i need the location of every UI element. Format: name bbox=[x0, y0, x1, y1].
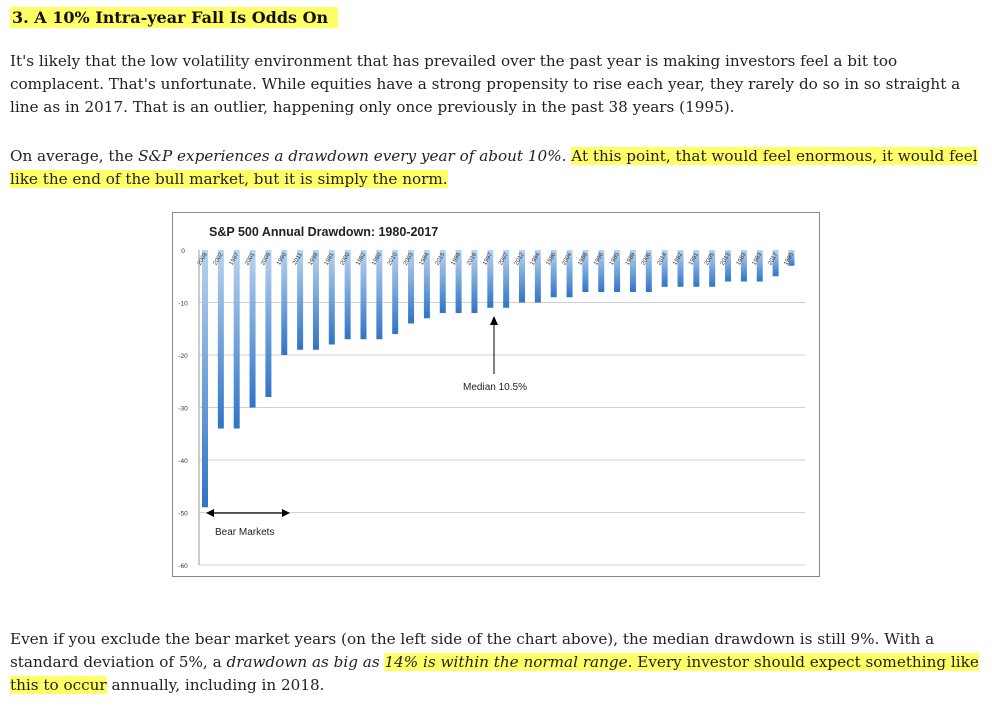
bear-arrow-right-head bbox=[282, 509, 290, 517]
y-tick-label: -50 bbox=[178, 510, 188, 518]
p2-text: On average, the bbox=[10, 147, 139, 165]
x-tick-label: 2002 bbox=[212, 252, 225, 267]
x-tick-label: 2013 bbox=[719, 252, 732, 267]
x-tick-label: 2004 bbox=[561, 252, 574, 267]
x-tick-label: 1987 bbox=[228, 252, 241, 267]
x-tick-label: 1990 bbox=[276, 252, 288, 267]
drawdown-chart bbox=[172, 212, 820, 577]
bear-markets-label: Bear Markets bbox=[215, 527, 275, 538]
bar-2009 bbox=[265, 250, 271, 397]
p2-highlight: At this point, that would feel enormous, it would feel like the end of the bull market, but it is simply the norm. bbox=[10, 147, 978, 188]
x-tick-label: 2015 bbox=[434, 252, 447, 267]
x-tick-label: 2007 bbox=[498, 252, 510, 267]
drawdown-chart-svg bbox=[173, 213, 819, 576]
bear-arrow-left-head bbox=[206, 509, 214, 517]
x-tick-label: 1988 bbox=[577, 252, 590, 267]
bar-1987 bbox=[234, 250, 240, 429]
section-heading: 3. A 10% Intra-year Fall Is Odds On bbox=[10, 7, 338, 28]
x-tick-label: 1980 bbox=[371, 252, 384, 267]
median-arrow-head bbox=[490, 316, 498, 325]
chart-title: S&P 500 Annual Drawdown: 1980-2017 bbox=[209, 225, 439, 239]
x-tick-label: 2016 bbox=[466, 252, 479, 267]
x-tick-label: 1983 bbox=[735, 252, 748, 267]
paragraph-3 bbox=[10, 628, 985, 697]
bar-2002 bbox=[218, 250, 224, 429]
x-tick-label: 2008 bbox=[196, 252, 209, 267]
p3-highlight-text: Every investor should expect something like this to occur bbox=[10, 653, 979, 694]
y-tick-label: -30 bbox=[178, 405, 188, 413]
median-label: Median 10.5% bbox=[463, 382, 527, 393]
x-tick-label: 2000 bbox=[339, 252, 352, 267]
x-tick-label: 2009 bbox=[260, 252, 273, 267]
x-tick-label: 1992 bbox=[672, 252, 685, 267]
x-tick-label: 1997 bbox=[482, 252, 495, 267]
x-tick-label: 2017 bbox=[767, 252, 780, 267]
x-tick-label: 1996 bbox=[593, 252, 605, 267]
x-tick-label: 1981 bbox=[323, 252, 336, 267]
x-tick-label: 2006 bbox=[640, 252, 653, 267]
y-tick-label: -60 bbox=[178, 563, 188, 570]
x-tick-label: 1982 bbox=[355, 252, 368, 267]
x-tick-label: 1999 bbox=[450, 252, 463, 267]
x-tick-label: 2010 bbox=[387, 252, 399, 267]
x-tick-label: 1995 bbox=[783, 252, 796, 267]
paragraph-2 bbox=[10, 145, 985, 191]
paragraph-1: It's likely that the low volatility environment that has prevailed over the past year is making investors feel a bit too complacent. That's unfortunate. While equities have a strong propensity to rise each year, they rarely do so in so straight a line as in 2017. That is an outlier, happening only once previously in the past 38 years (1995). bbox=[10, 52, 961, 116]
y-tick-label: 0 bbox=[181, 248, 185, 255]
p3-tail: annually, including in 2018. bbox=[106, 676, 325, 694]
y-tick-label: -40 bbox=[178, 458, 188, 465]
x-tick-label: 2011 bbox=[292, 252, 304, 267]
p2-emphasis: S&P experiences a drawdown every year of about 10%. bbox=[138, 147, 567, 165]
bar-1990 bbox=[281, 250, 287, 355]
x-tick-label: 2005 bbox=[704, 252, 716, 267]
p3-text: Even if you exclude the bear market years (on the left side of the chart above), the median drawdown is still 9%. With a standard deviation of 5%, a bbox=[10, 630, 935, 671]
p3-highlight-emphasis: 14% is within the normal range. bbox=[384, 653, 633, 671]
x-tick-label: 1993 bbox=[751, 252, 764, 267]
p3-emphasis: drawdown as big as bbox=[226, 653, 385, 671]
x-tick-label: 2001 bbox=[244, 252, 257, 267]
x-tick-label: 1998 bbox=[307, 252, 320, 267]
x-tick-label: 1984 bbox=[418, 252, 431, 267]
x-tick-label: 1991 bbox=[688, 252, 701, 267]
x-tick-label: 2014 bbox=[656, 252, 669, 267]
x-tick-label: 1985 bbox=[608, 252, 621, 267]
bar-2008 bbox=[202, 250, 208, 507]
x-tick-label: 2012 bbox=[513, 252, 526, 267]
y-tick-label: -10 bbox=[178, 300, 188, 308]
x-tick-label: 1994 bbox=[529, 252, 542, 267]
x-tick-label: 1986 bbox=[545, 252, 558, 267]
y-tick-label: -20 bbox=[178, 353, 188, 360]
x-tick-label: 2003 bbox=[402, 252, 415, 267]
x-tick-label: 1989 bbox=[624, 252, 637, 267]
bar-2001 bbox=[250, 250, 256, 408]
